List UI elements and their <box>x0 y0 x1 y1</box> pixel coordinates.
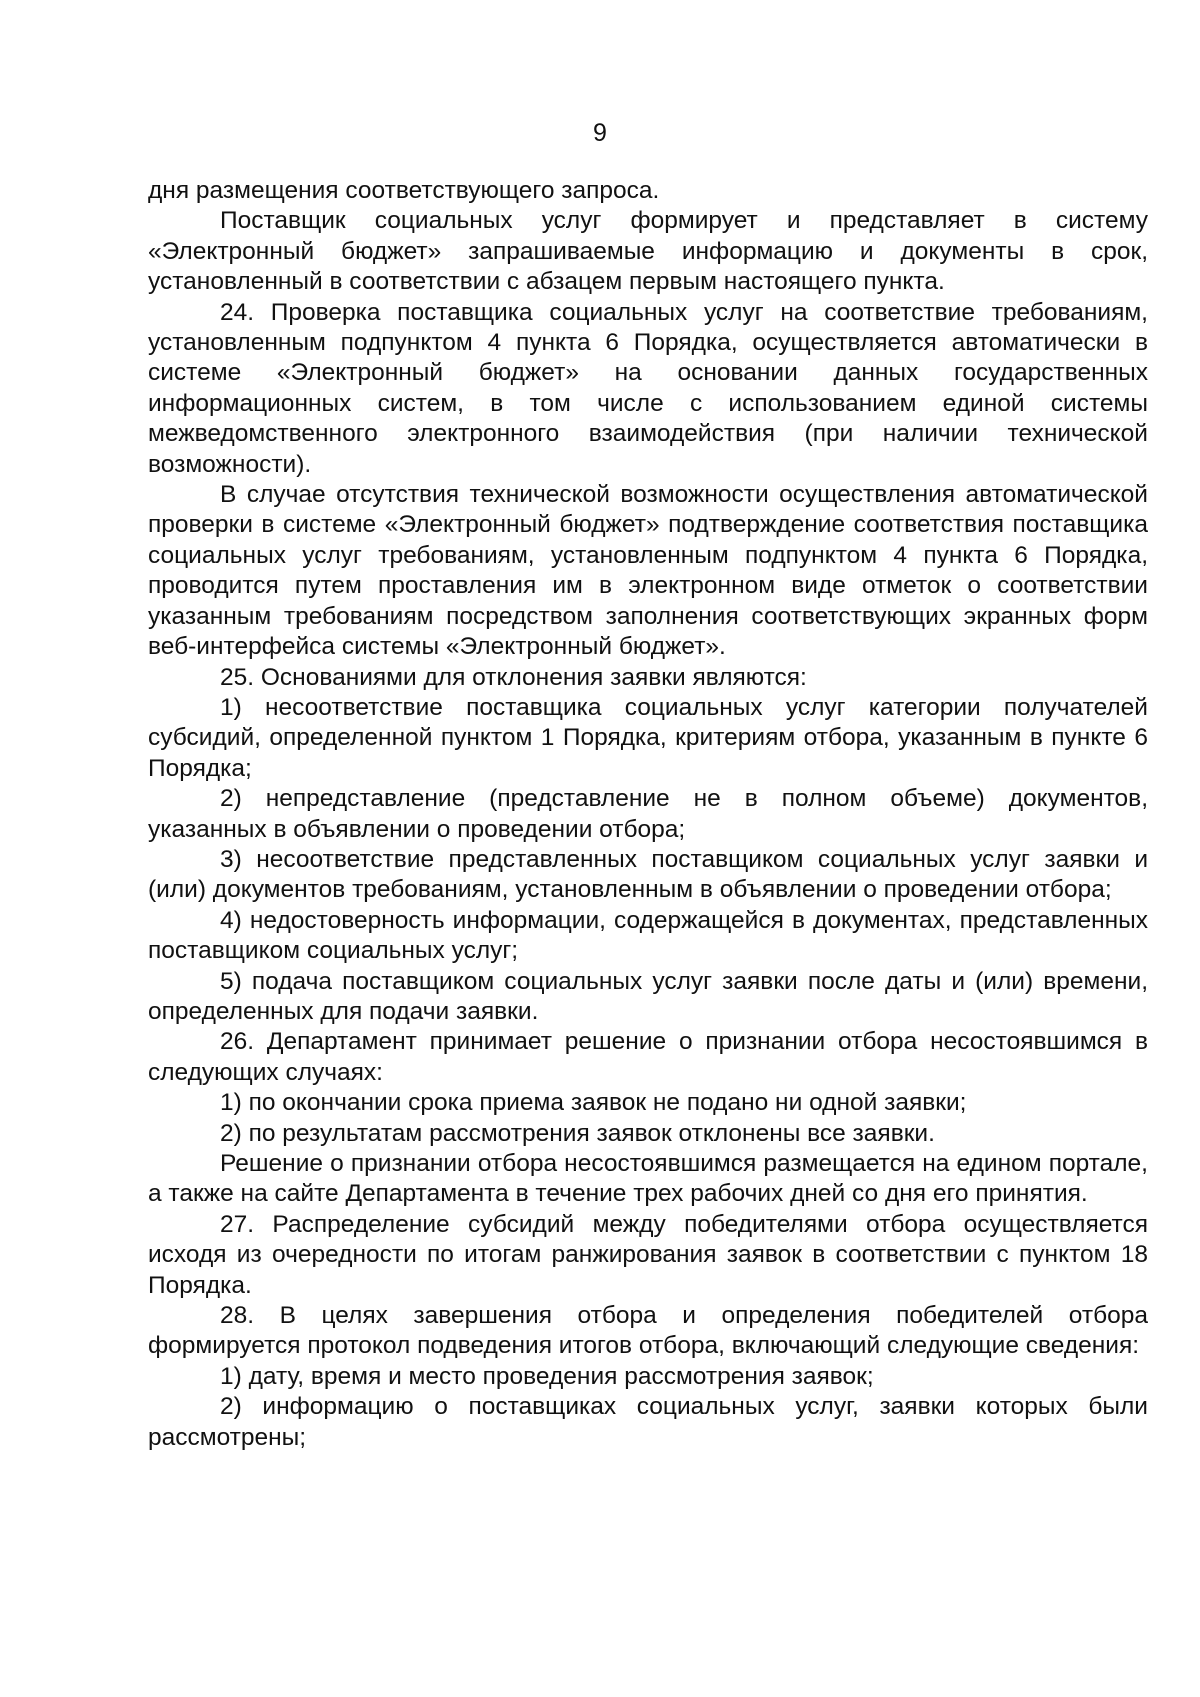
paragraph: 4) недостоверность информации, содержащейся в документах, представленных поставщиком социальных услуг; <box>148 906 1148 965</box>
paragraph: 2) информацию о поставщиках социальных услуг, заявки которых были рассмотрены; <box>148 1393 1148 1451</box>
page-number: 9 <box>593 119 607 147</box>
paragraph: дня размещения соответствующего запроса. <box>148 177 660 204</box>
paragraph: 24. Проверка поставщика социальных услуг на соответствие требованиям, установленным подпунктом 4 пункта 6 Порядка, осуществляется автоматически в системе «Электронный бюджет» на основании данных государственных информационных систем, в том числе с использованием единой системы межведомственного электронного взаимодействия (при наличии технической возможности). <box>148 298 1148 478</box>
paragraph: 26. Департамент принимает решение о признании отбора несостоявшимся в следующих случаях: <box>148 1028 1148 1086</box>
paragraph: 1) по окончании срока приема заявок не подано ни одной заявки; <box>220 1089 967 1117</box>
paragraph: 2) по результатам рассмотрения заявок отклонены все заявки. <box>220 1119 935 1147</box>
paragraph: 1) дату, время и место проведения рассмотрения заявок; <box>220 1362 874 1390</box>
paragraph: 27. Распределение субсидий между победителями отбора осуществляется исходя из очередности по итогам ранжирования заявок в соответствии с пунктом 18 Порядка. <box>148 1210 1148 1299</box>
paragraph: 1) несоответствие поставщика социальных услуг категории получателей субсидий, определенной пунктом 1 Порядка, критериям отбора, указанным в пункте 6 Порядка; <box>148 693 1148 782</box>
paragraph: 28. В целях завершения отбора и определения победителей отбора формируется протокол подведения итогов отбора, включающий следующие сведения: <box>148 1302 1148 1360</box>
paragraph: 25. Основаниями для отклонения заявки являются: <box>220 663 807 691</box>
paragraph: Решение о признании отбора несостоявшимся размещается на едином портале, а также на сайте Департамента в течение трех рабочих дней со дня его принятия. <box>148 1150 1148 1208</box>
paragraph: 5) подача поставщиком социальных услуг заявки после даты и (или) времени, определенных для подачи заявки. <box>148 967 1148 1025</box>
paragraph: В случае отсутствия технической возможности осуществления автоматической проверки в системе «Электронный бюджет» подтверждение соответствия поставщика социальных услуг требованиям, установленным подпунктом 4 пункта 6 Порядка, проводится путем проставления им в электронном виде отметок о соответствии указанным требованиям посредством заполнения соответствующих экранных форм веб-интерфейса системы «Электронный бюджет». <box>148 481 1148 661</box>
paragraph: 3) несоответствие представленных поставщиком социальных услуг заявки и (или) документов требованиям, установленным в объявлении о проведении отбора; <box>148 845 1148 904</box>
document-body <box>148 176 1148 1453</box>
paragraph: Поставщик социальных услуг формирует и представляет в систему «Электронный бюджет» запрашиваемые информацию и документы в срок, установленный в соответствии с абзацем первым настоящего пункта. <box>148 207 1148 296</box>
paragraph: 2) непредставление (представление не в полном объеме) документов, указанных в объявлении о проведении отбора; <box>148 785 1148 843</box>
